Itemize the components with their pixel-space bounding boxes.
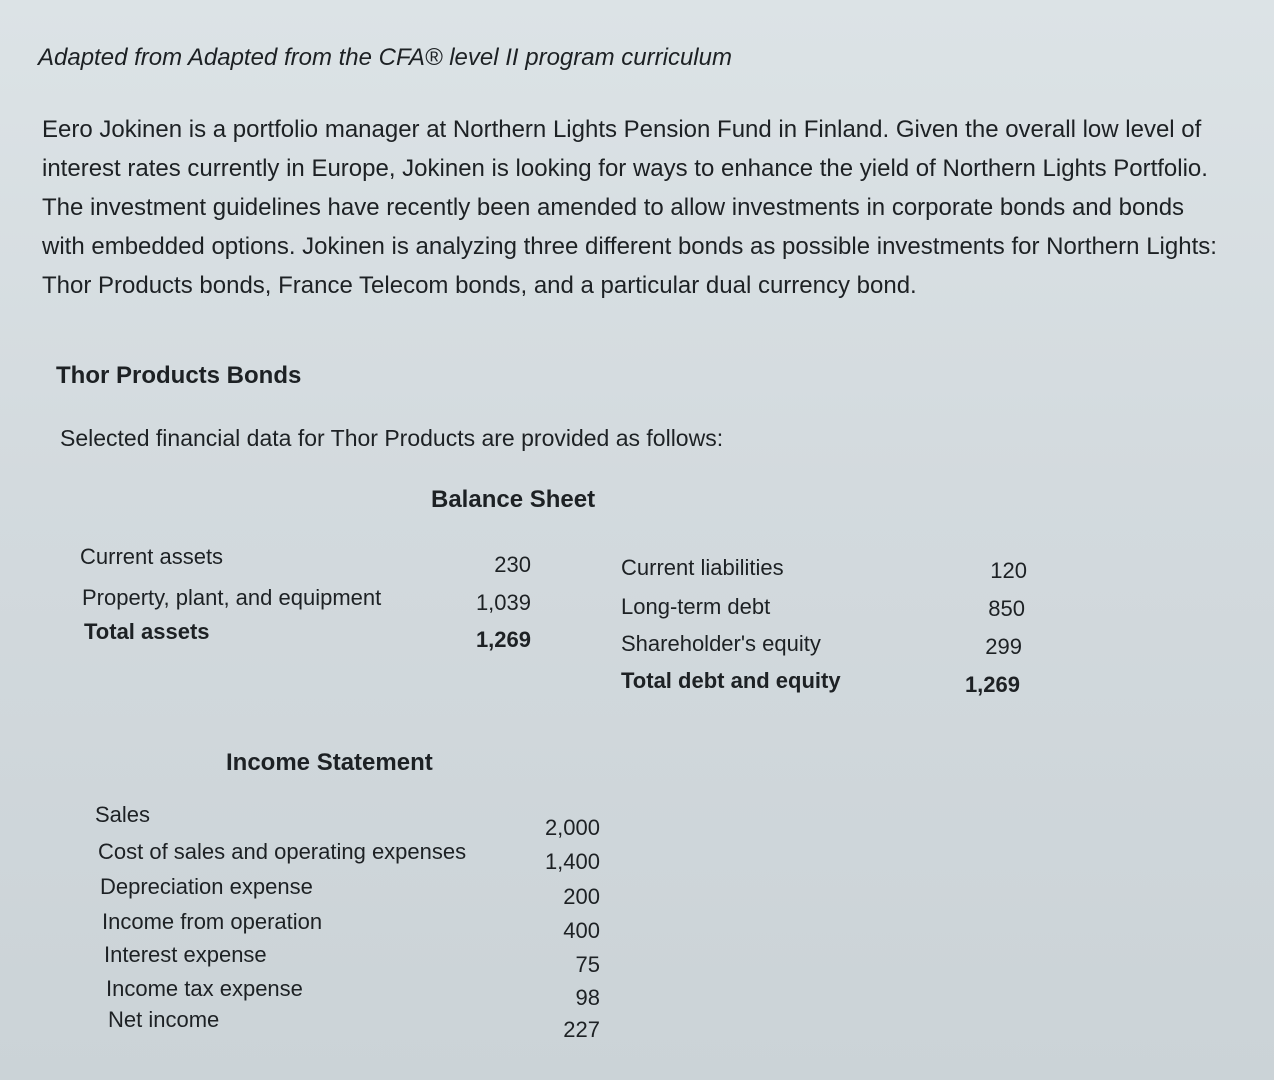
income-label: Depreciation expense bbox=[100, 874, 313, 899]
liability-value: 850 bbox=[988, 596, 1025, 621]
income-label: Income tax expense bbox=[106, 976, 303, 1001]
income-value: 2,000 bbox=[544, 815, 600, 840]
asset-label: Current assets bbox=[80, 544, 224, 569]
income-statement-title: Income Statement bbox=[226, 749, 433, 776]
income-label: Interest expense bbox=[104, 942, 267, 967]
asset-label: Total assets bbox=[84, 619, 210, 644]
income-value: 227 bbox=[563, 1017, 600, 1042]
liability-label: Shareholder's equity bbox=[621, 631, 821, 656]
asset-value: 1,269 bbox=[475, 627, 531, 652]
asset-value: 230 bbox=[494, 552, 531, 577]
liability-label: Current liabilities bbox=[621, 555, 784, 580]
intro-paragraph: Eero Jokinen is a portfolio manager at Northern Lights Pension Fund in Finland. Given the overall low level of interest rates currently in Europe, Jokinen is looking for ways to enhance the yield of Northern Lights Portfolio. The investment guidelines have recently been amended to allow investments in corporate bonds and bonds with embedded options. Jokinen is analyzing three different bonds as possible investments for Northern Lights: Thor Products bonds, France Telecom bonds, and a particular dual currency bond. bbox=[42, 116, 1217, 299]
liability-value: 120 bbox=[990, 558, 1027, 583]
income-value: 75 bbox=[575, 952, 600, 977]
income-value: 400 bbox=[563, 918, 600, 943]
income-value: 200 bbox=[563, 884, 600, 909]
income-label: Net income bbox=[108, 1007, 220, 1032]
income-value: 1,400 bbox=[544, 849, 600, 874]
liability-label: Total debt and equity bbox=[621, 668, 841, 693]
section-title: Thor Products Bonds bbox=[56, 362, 302, 389]
liability-value: 299 bbox=[985, 634, 1022, 659]
income-value: 98 bbox=[575, 985, 600, 1010]
income-label: Income from operation bbox=[102, 909, 323, 934]
asset-value: 1,039 bbox=[475, 590, 531, 615]
income-label: Cost of sales and operating expenses bbox=[98, 839, 467, 864]
asset-label: Property, plant, and equipment bbox=[82, 585, 382, 610]
liability-value: 1,269 bbox=[964, 672, 1020, 697]
selected-data-text: Selected financial data for Thor Products are provided as follows: bbox=[60, 425, 724, 451]
income-label: Sales bbox=[95, 802, 151, 827]
source-note: Adapted from Adapted from the CFA® level II program curriculum bbox=[38, 44, 732, 71]
liability-label: Long-term debt bbox=[621, 594, 771, 619]
balance-sheet-title: Balance Sheet bbox=[431, 486, 596, 513]
